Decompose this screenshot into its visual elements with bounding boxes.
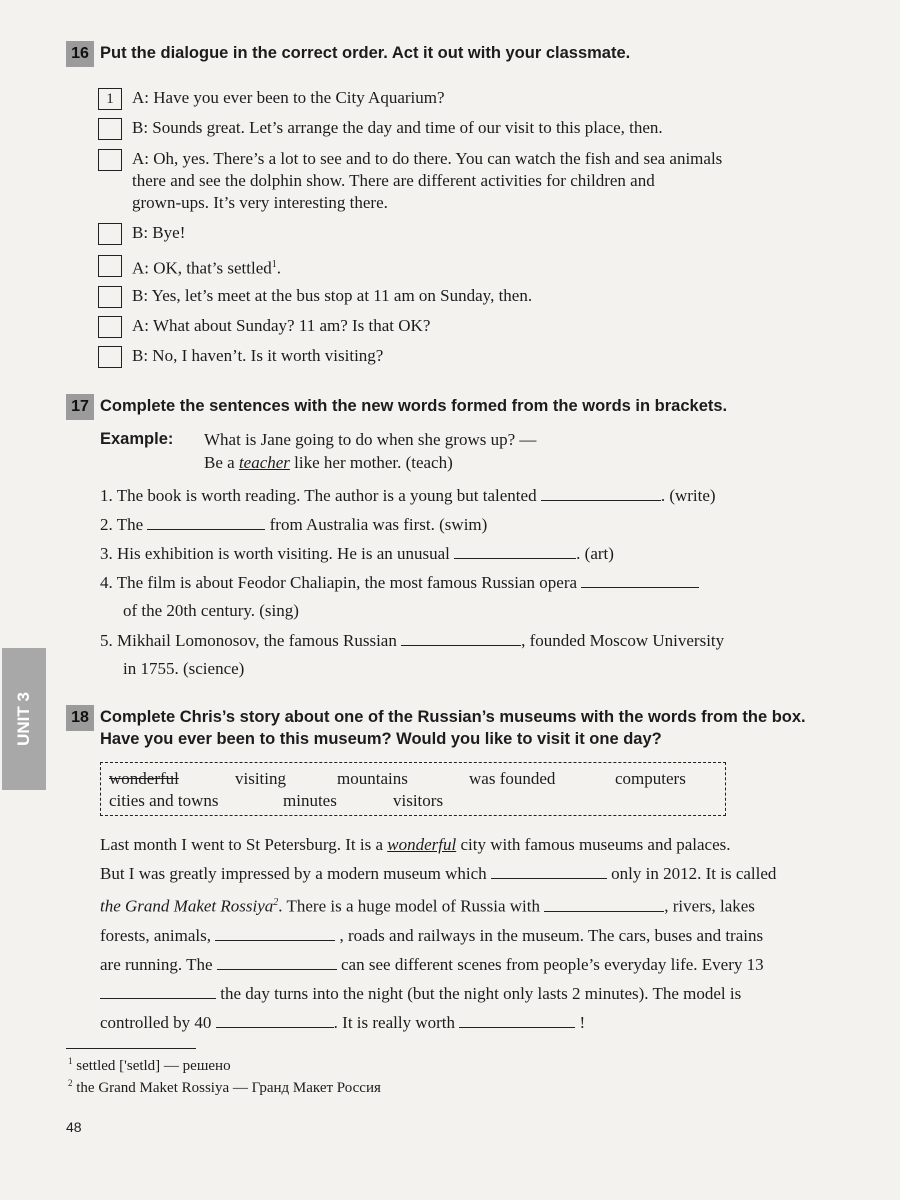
word-visiting: visiting [235,769,287,788]
sentence-4-cont: of the 20th century. (sing) [123,601,299,620]
blank-input[interactable] [541,486,661,501]
dialogue-line-6: B: Yes, let’s meet at the bus stop at 11 am on Sunday, then. [132,286,533,305]
blank-input[interactable] [581,573,699,588]
order-box-8[interactable] [98,346,122,368]
sentence-1: 1. The book is worth reading. The author is a young but talented . (write) [100,486,716,505]
word-visitors: visitors [393,791,444,810]
order-box-3[interactable] [98,149,122,171]
dialogue-line-3: A: Oh, yes. There’s a lot to see and to do there. You can watch the fish and sea animals there and see the dolphin show. There are different activities for children and grown-ups. It’s very interesting there. [132,149,723,212]
word-computers: computers [615,769,686,788]
dialogue-line-7: A: What about Sunday? 11 am? Is that OK? [132,316,431,335]
word-wonderful: wonderful [109,769,179,788]
task-16-heading: Put the dialogue in the correct order. Act it out with your classmate. [100,44,631,62]
word-minutes: minutes [283,791,337,810]
word-mountains: mountains [337,769,408,788]
blank-input[interactable] [544,897,664,912]
task-16-number: 16 [66,41,94,67]
blank-input[interactable] [147,515,265,530]
footnote-1: $^1$ settled ['setld] — решено [68,1056,231,1074]
task-18-heading-2: Have you ever been to this museum? Would you like to visit it one day? [100,730,662,748]
sentence-5-cont: in 1755. (science) [123,659,245,678]
order-box-5[interactable] [98,255,122,277]
example-label: Example: [100,430,174,448]
story-paragraph: Last month I went to St Petersburg. It is a wonderful city with famous museums and palaces. But I was greatly impressed by a modern museum which only in 2012. It is called the Grand Maket Rossiya$^2$. There is a huge model of Russia with , rivers, lakes forests, animals, , roads and railways in the museum. The cars, buses and trains are running. The can see different scenes from people’s everyday life. Every 13 the day turns into the night (but the night only lasts 2 minutes). The model is controlled by 40 . It is really worth ! [100,835,777,1032]
order-box-4[interactable] [98,223,122,245]
blank-input[interactable] [217,955,337,970]
word-cities-and-towns: cities and towns [109,791,219,810]
example-line-1: What is Jane going to do when she grows up? — [204,430,537,449]
task-18-heading-1: Complete Chris’s story about one of the Russian’s museums with the words from the box. [100,708,806,726]
blank-input[interactable] [401,631,521,646]
task-17-heading: Complete the sentences with the new words formed from the words in brackets. [100,397,728,415]
blank-input[interactable] [100,984,216,999]
page-number: 48 [66,1119,82,1135]
sentence-5: 5. Mikhail Lomonosov, the famous Russian , founded Moscow University [100,631,725,650]
dialogue-line-1: A: Have you ever been to the City Aquarium? [132,88,445,107]
order-box-1[interactable]: 1 [98,88,122,110]
story-example-word: wonderful [387,835,457,854]
dialogue-line-8: B: No, I haven’t. Is it worth visiting? [132,346,384,365]
order-box-6[interactable] [98,286,122,308]
blank-input[interactable] [215,926,335,941]
example-answer: teacher [238,453,290,472]
word-box [100,762,726,816]
dialogue-line-2: B: Sounds great. Let’s arrange the day and time of our visit to this place, then. [132,118,663,137]
task-18-number: 18 [66,705,94,731]
unit-side-tab: UNIT 3 [2,648,46,790]
dialogue-line-4: B: Bye! [132,223,186,242]
footnote-2: $^2$ the Grand Maket Rossiya — Гранд Макет Россия [68,1078,381,1096]
sentence-2: 2. The from Australia was first. (swim) [100,515,488,534]
blank-input[interactable] [454,544,576,559]
task-17-number: 17 [66,394,94,420]
sentence-3: 3. His exhibition is worth visiting. He is an unusual . (art) [100,544,614,563]
word-was-founded: was founded [469,769,556,788]
order-box-2[interactable] [98,118,122,140]
blank-input[interactable] [491,864,607,879]
example-line-2: Be a teacher like her mother. (teach) [204,453,453,472]
order-box-7[interactable] [98,316,122,338]
sentence-4: 4. The film is about Feodor Chaliapin, the most famous Russian opera [100,573,699,593]
blank-input[interactable] [459,1013,575,1028]
footnote-divider [66,1048,196,1049]
blank-input[interactable] [216,1013,334,1028]
dialogue-line-5: A: OK, that’s settled$^1$. [132,258,282,278]
